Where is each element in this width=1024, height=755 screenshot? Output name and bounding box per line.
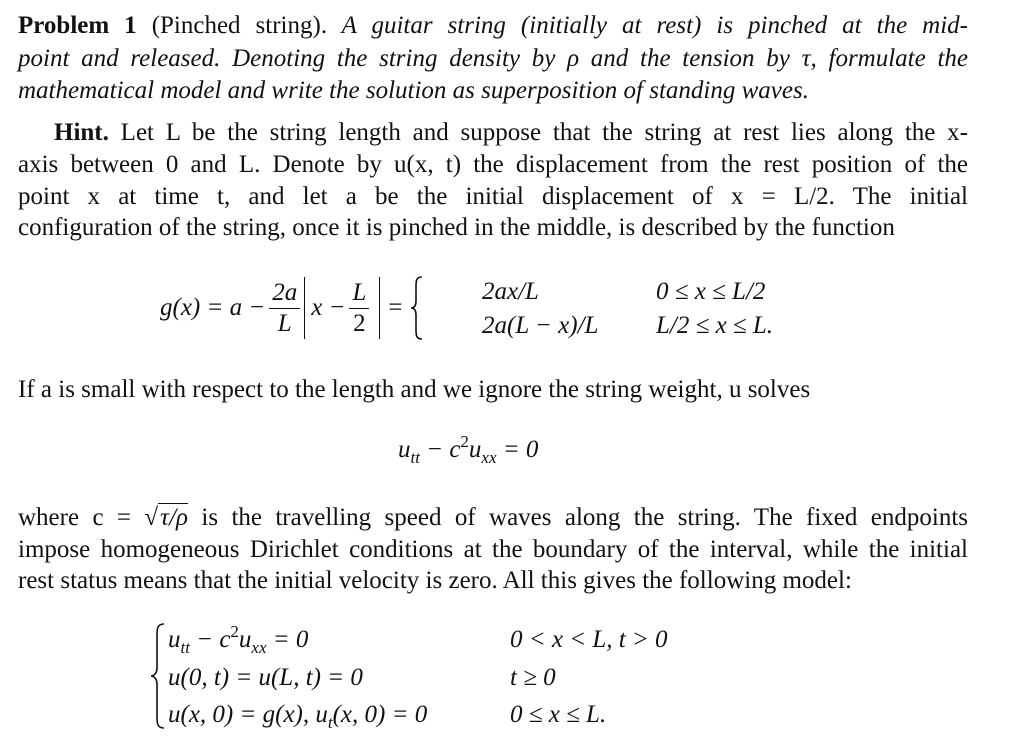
eq-g-abs-frac — [349, 278, 369, 339]
eq-g-frac-num: 2a — [269, 278, 300, 309]
hint-label: Hint. — [54, 119, 109, 146]
system-row-2-cond: t ≥ 0 — [510, 664, 556, 691]
hint-line-3: point x at time t, and let a be the initial displacement of x = L/2. The initial — [18, 183, 968, 210]
eq-g-fraction — [269, 278, 300, 339]
eq-g-case2-cond: L/2 ≤ x ≤ L. — [656, 312, 774, 339]
hint-line-4: configuration of the string, once it is pinched in the middle, is described by the function — [18, 214, 895, 241]
eq-g-case2-expr: 2a(L − x)/L — [482, 312, 599, 339]
para-3-line-2: impose homogeneous Dirichlet conditions at the boundary of the interval, while the initial — [18, 536, 968, 563]
equation-g — [160, 272, 424, 344]
eq-g-abs — [304, 277, 380, 339]
hint-line-2: axis between 0 and L. Denote by u(x, t) the displacement from the rest position of the — [18, 151, 968, 178]
system-brace — [150, 622, 166, 730]
sqrt-content: τ/ρ — [160, 504, 189, 531]
eq-g-abs-frac-num: L — [349, 278, 369, 309]
system-row-1-eq: $u_{tt} - c^2u_{xx} = 0$ — [168, 622, 309, 657]
system-row-3-cond: 0 ≤ x ≤ L. — [510, 701, 607, 728]
para-3-post: is the travelling speed of waves along the string. The fixed endpoints — [201, 504, 968, 531]
para-3-line-1 — [18, 502, 968, 533]
eq-g-lhs: g(x) = a − — [160, 294, 266, 321]
eq-g-case1-expr: 2ax/L — [482, 278, 539, 305]
system-row-2-eq: u(0, t) = u(L, t) = 0 — [168, 664, 363, 691]
para-3-line-3: rest status means that the initial velocity is zero. All this gives the following model: — [18, 567, 852, 594]
system-row-3-eq: u(x, 0) = g(x), $u_t(x$, 0) = 0 — [168, 701, 428, 732]
eq-g-frac-den: L — [277, 309, 292, 337]
eq-g-equals: = — [388, 294, 403, 321]
eq-g-abs-x: x − — [311, 294, 346, 321]
eq-g-abs-frac-den: 2 — [353, 309, 366, 337]
problem-line-1-text: A guitar string (initially at rest) is pinched at the mid- — [341, 12, 968, 39]
system-row-1-cond: 0 < x < L, t > 0 — [510, 626, 668, 653]
sqrt-expression: √τ/ρ — [144, 504, 189, 531]
problem-line-2: point and released. Denoting the string density by ρ and the tension by τ, formulate the — [18, 45, 968, 72]
eq-g-case1-cond: 0 ≤ x ≤ L/2 — [656, 278, 766, 305]
problem-title: (Pinched string). — [151, 12, 328, 39]
para-2: If a is small with respect to the length and we ignore the string weight, u solves — [18, 376, 811, 403]
para-3-pre: where c = — [18, 504, 132, 531]
problem-line-1 — [18, 10, 968, 41]
wave-equation: $u_{tt} - c^2u_{xx} = 0$ — [398, 432, 539, 467]
eq-g-brace — [410, 275, 424, 341]
hint-line-1-text: Let L be the string length and suppose that the string at rest lies along the x- — [120, 119, 968, 146]
problem-label: Problem 1 — [18, 12, 137, 39]
hint-line-1 — [54, 117, 968, 148]
problem-line-3: mathematical model and write the solution as superposition of standing waves. — [18, 77, 809, 104]
